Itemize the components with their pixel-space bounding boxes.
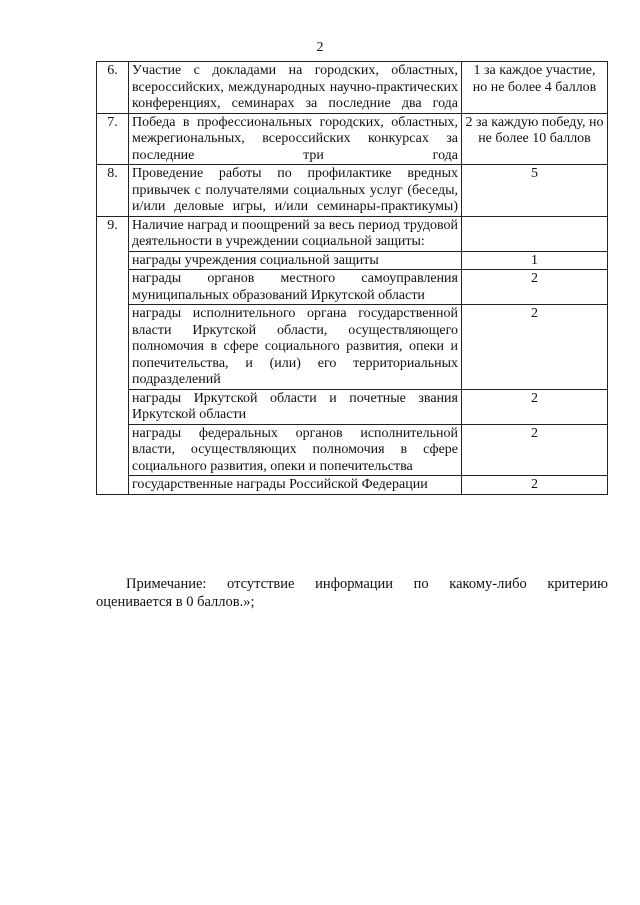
criterion-text: Участие с докладами на городских, областных, всероссийских, международных научно-практических конференциях, семинарах за последние два года (129, 62, 462, 114)
criteria-table (96, 61, 608, 495)
score-text (462, 216, 608, 251)
table-row (97, 165, 608, 217)
award-score: 2 (462, 305, 608, 390)
table-row (97, 216, 608, 251)
criterion-text: Победа в профессиональных городских, областных, межрегиональных, всероссийских конкурсах за последние три года (129, 113, 462, 165)
empty-number-cell (97, 305, 129, 390)
award-score: 2 (462, 389, 608, 424)
award-score: 2 (462, 270, 608, 305)
note-line-1: Примечание: отсутствие информации по какому-либо критерию (126, 576, 608, 592)
score-text: 1 за каждое участие, но не более 4 баллов (462, 62, 608, 114)
empty-number-cell (97, 389, 129, 424)
empty-number-cell (97, 251, 129, 270)
table-subrow (97, 424, 608, 476)
table-subrow (97, 476, 608, 495)
table-row (97, 62, 608, 114)
table-row (97, 113, 608, 165)
award-criterion: награды учреждения социальной защиты (129, 251, 462, 270)
award-score: 2 (462, 424, 608, 476)
row-number: 9. (97, 216, 129, 251)
award-criterion: государственные награды Российской Федерации (129, 476, 462, 495)
award-score: 2 (462, 476, 608, 495)
criterion-text: Проведение работы по профилактике вредных привычек с получателями социальных услуг (беседы, и/или деловые игры, и/или семинары-практикумы) (129, 165, 462, 217)
table-subrow (97, 305, 608, 390)
award-score: 1 (462, 251, 608, 270)
score-text: 2 за каждую победу, но не более 10 баллов (462, 113, 608, 165)
award-criterion: награды Иркутской области и почетные звания Иркутской области (129, 389, 462, 424)
table-subrow (97, 389, 608, 424)
row-number: 6. (97, 62, 129, 114)
empty-number-cell (97, 270, 129, 305)
footnote (96, 575, 608, 611)
award-criterion: награды исполнительного органа государственной власти Иркутской области, осуществляющего полномочия в сфере социального развития, опеки и попечительства, и (или) его территориальных подразделений (129, 305, 462, 390)
row-number: 7. (97, 113, 129, 165)
note-line-2: оценивается в 0 баллов.»; (96, 594, 255, 610)
criterion-text: Наличие наград и поощрений за весь период трудовой деятельности в учреждении социальной защиты: (129, 216, 462, 251)
row-number: 8. (97, 165, 129, 217)
award-criterion: награды органов местного самоуправления муниципальных образований Иркутской области (129, 270, 462, 305)
score-text: 5 (462, 165, 608, 217)
empty-number-cell (97, 424, 129, 476)
table-subrow (97, 270, 608, 305)
page-number: 2 (316, 40, 324, 55)
empty-number-cell (97, 476, 129, 495)
table-subrow (97, 251, 608, 270)
award-criterion: награды федеральных органов исполнительной власти, осуществляющих полномочия в сфере социального развития, опеки и попечительства (129, 424, 462, 476)
